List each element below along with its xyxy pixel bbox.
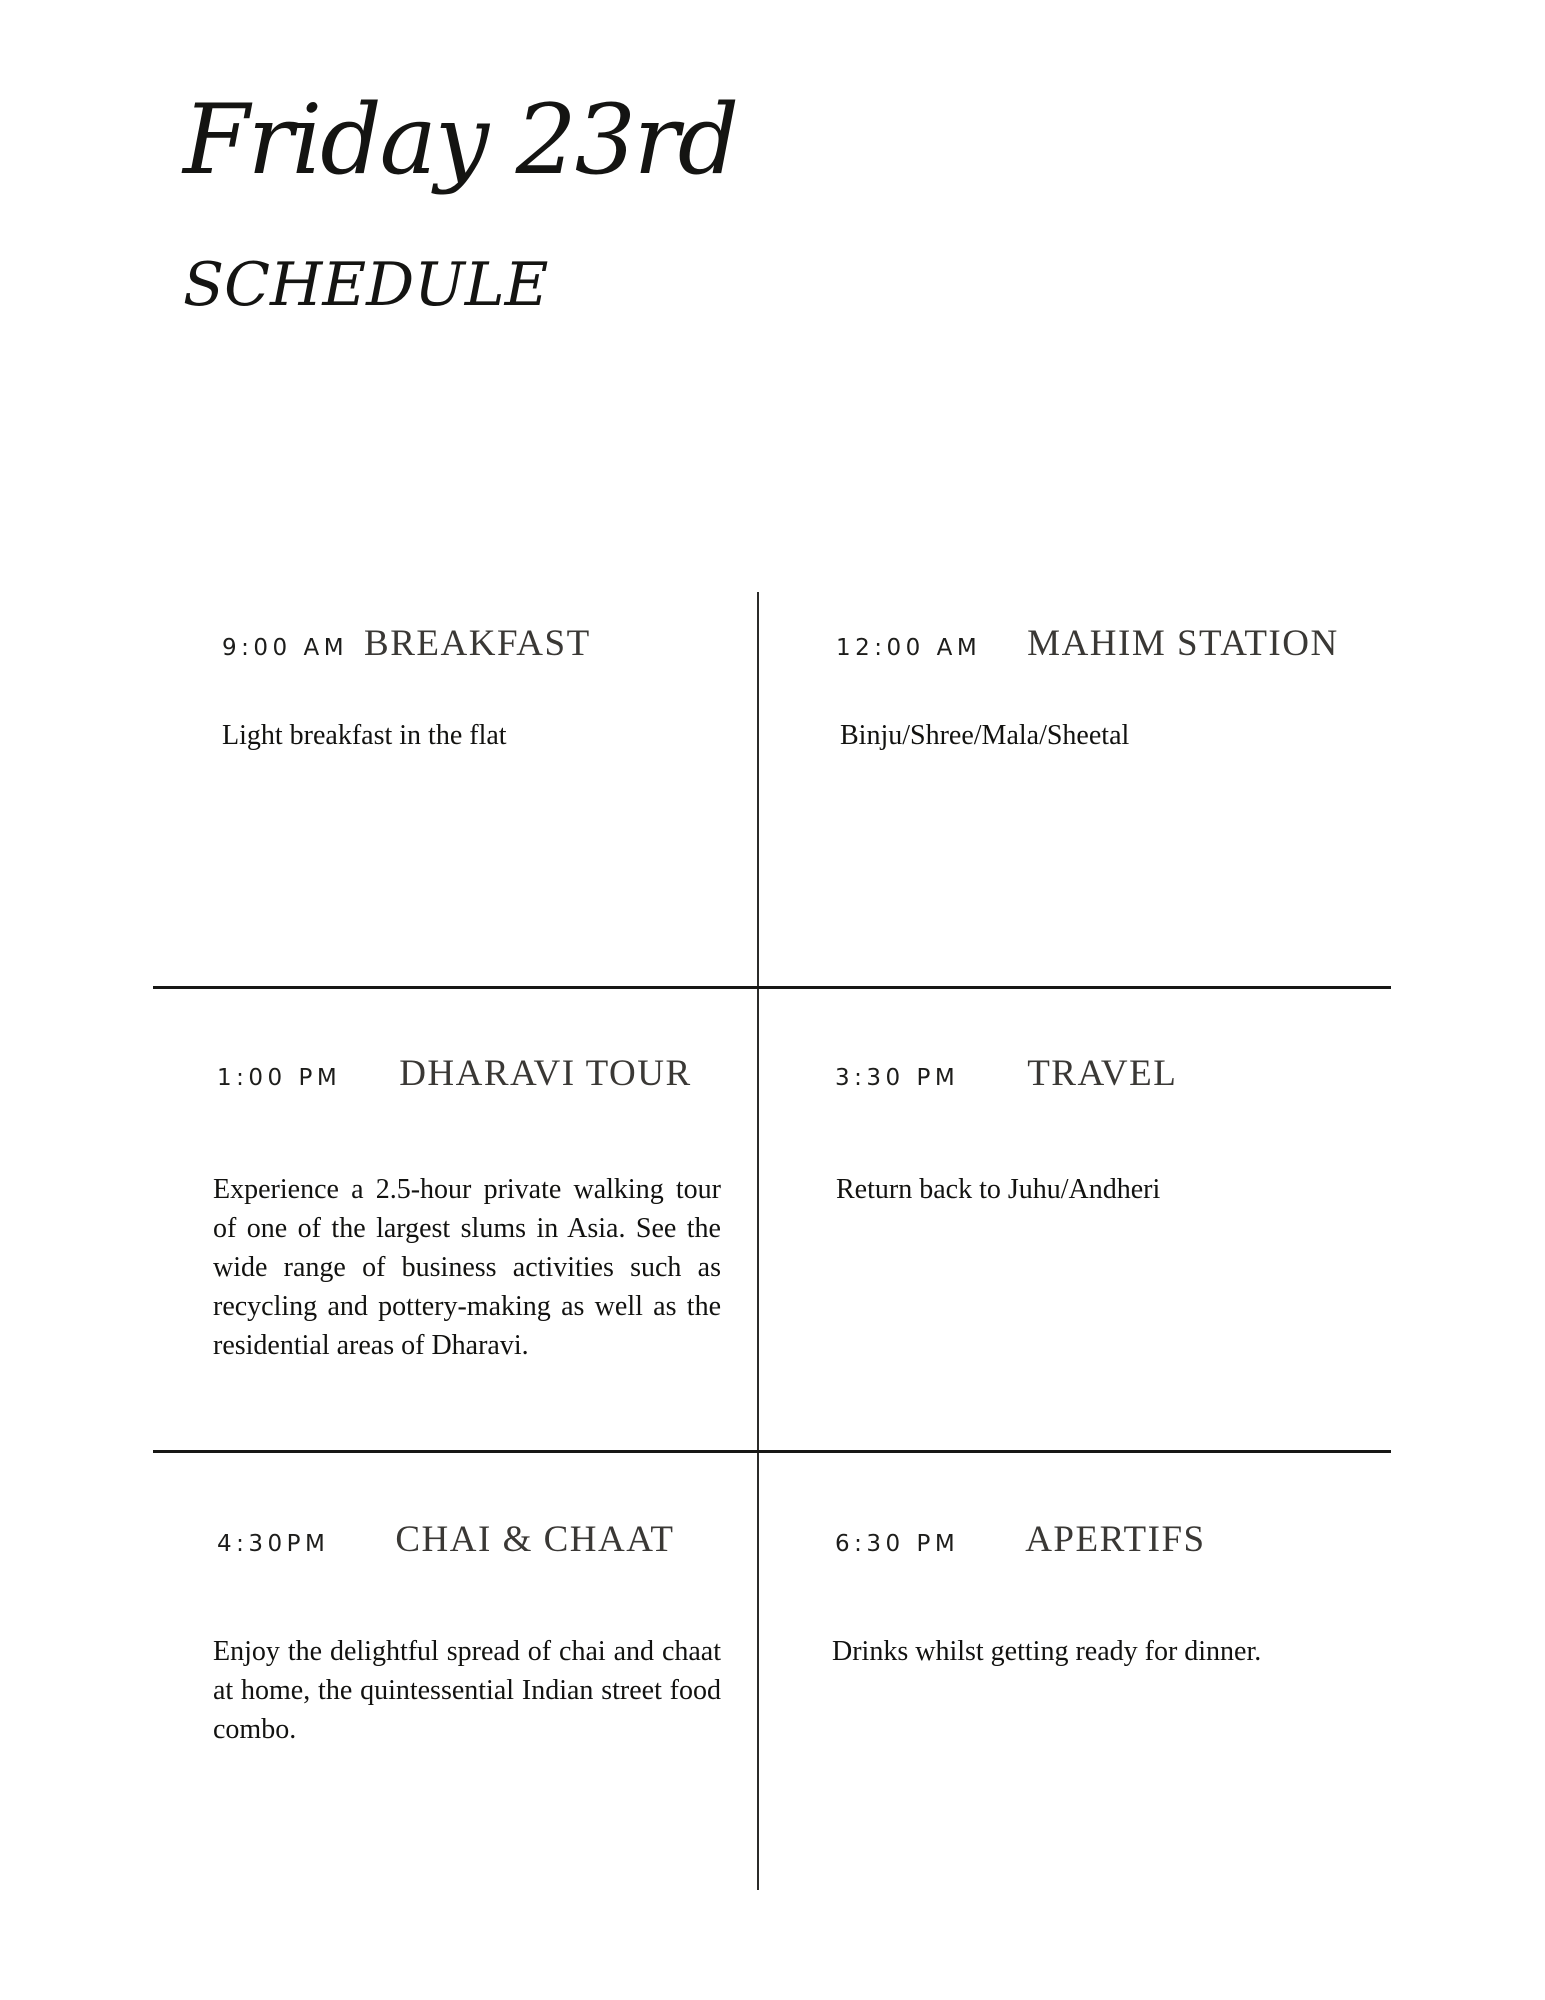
event-title: TRAVEL bbox=[1027, 1053, 1178, 1094]
horizontal-divider-1 bbox=[153, 986, 1391, 989]
event-description: Binju/Shree/Mala/Sheetal bbox=[840, 720, 1130, 751]
event-description: Drinks whilst getting ready for dinner. bbox=[832, 1636, 1262, 1667]
event-title: MAHIM STATION bbox=[1027, 623, 1339, 664]
schedule-cell-chai-chaat bbox=[217, 1518, 674, 1561]
schedule-cell-apertifs bbox=[835, 1518, 1206, 1561]
schedule-cell-mahim-station bbox=[836, 622, 1339, 665]
time-label: 1:00 PM bbox=[217, 1065, 342, 1091]
event-title: APERTIFS bbox=[1025, 1519, 1206, 1560]
horizontal-divider-2 bbox=[153, 1450, 1391, 1453]
time-label: 6:30 PM bbox=[835, 1531, 960, 1557]
schedule-cell-breakfast bbox=[222, 622, 591, 665]
time-label: 12:00 AM bbox=[836, 635, 982, 661]
schedule-cell-dharavi-tour bbox=[217, 1052, 692, 1095]
event-title: CHAI & CHAAT bbox=[395, 1519, 675, 1560]
schedule-cell-travel bbox=[835, 1052, 1177, 1095]
event-description: Experience a 2.5-hour private walking tour of one of the largest slums in Asia. See the wide range of business activities such as recycling and pottery-making as well as the residential areas of Dharavi. bbox=[213, 1174, 721, 1361]
page-title: Friday 23rd bbox=[183, 84, 738, 196]
page-subtitle: SCHEDULE bbox=[183, 250, 549, 320]
time-label: 9:00 AM bbox=[222, 635, 349, 661]
event-title: BREAKFAST bbox=[364, 623, 591, 664]
event-title: DHARAVI TOUR bbox=[399, 1053, 692, 1094]
event-description: Return back to Juhu/Andheri bbox=[836, 1174, 1161, 1205]
time-label: 4:30PM bbox=[217, 1531, 330, 1557]
event-description: Light breakfast in the flat bbox=[222, 720, 507, 751]
vertical-divider bbox=[757, 592, 759, 1890]
event-description: Enjoy the delightful spread of chai and chaat at home, the quintessential Indian street food combo. bbox=[213, 1636, 721, 1745]
time-label: 3:30 PM bbox=[835, 1065, 960, 1091]
